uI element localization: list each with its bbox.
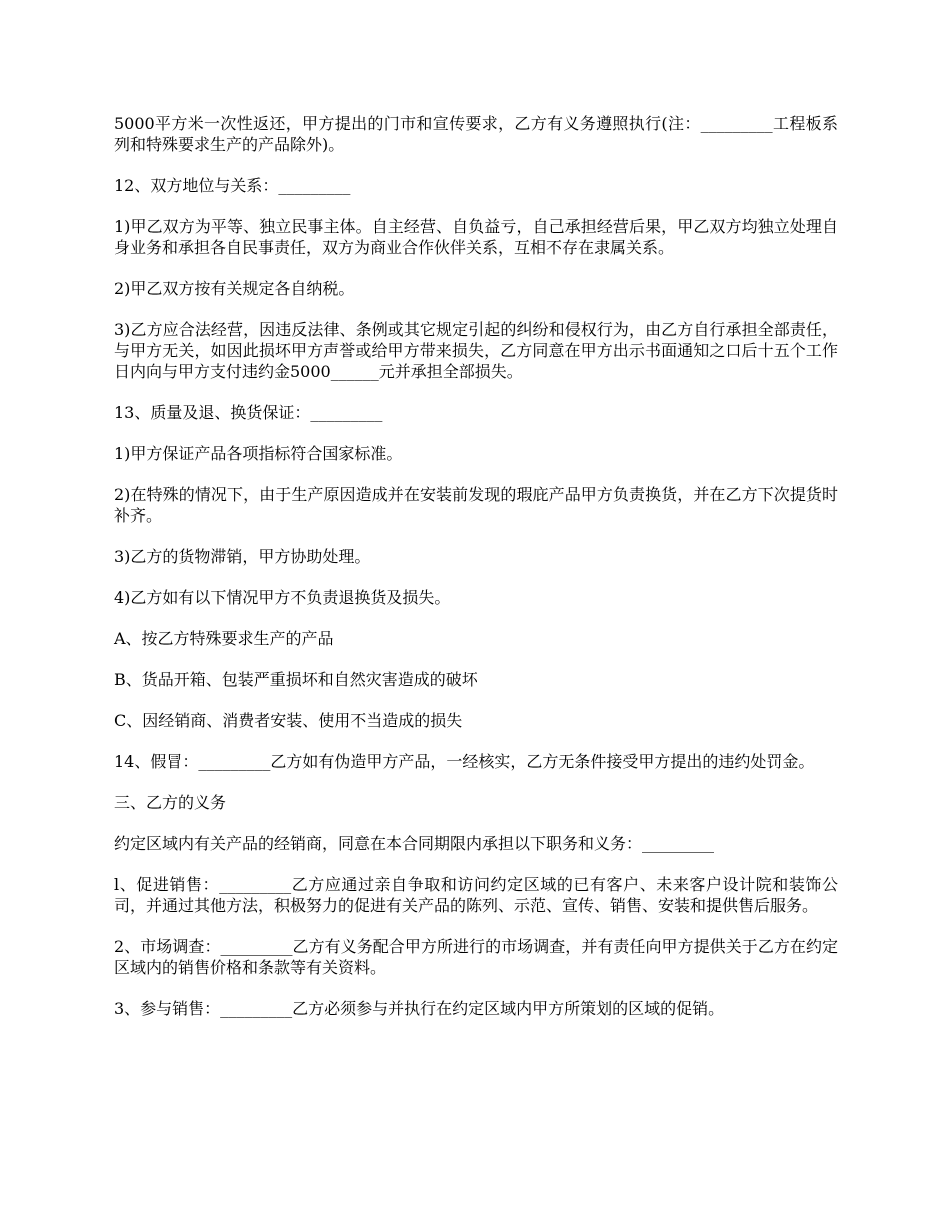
list-item-b: B、货品开箱、包装严重损坏和自然灾害造成的破坏 xyxy=(114,670,478,689)
paragraph-13-3: 3)乙方的货物滞销，甲方协助处理。 xyxy=(114,547,371,566)
paragraph-12-1: 1)甲乙双方为平等、独立民事主体。自主经营、自负益亏，自己承担经营后果，甲乙双方均独立处理自身业务和承担各自民事责任，双方为商业合作伙伴关系，互相不存在隶属关系。 xyxy=(114,217,838,257)
document-page xyxy=(114,113,838,1039)
list-item-a: A、按乙方特殊要求生产的产品 xyxy=(114,629,334,648)
paragraph-obligations-intro: 约定区域内有关产品的经销商，同意在本合同期限内承担以下职务和义务：_________ xyxy=(114,834,715,853)
paragraph-13-4: 4)乙方如有以下情况甲方不负责退换货及损失。 xyxy=(114,588,451,607)
heading-section-14: 14、假冒：_________乙方如有伪造甲方产品，一经核实，乙方无条件接受甲方提出的违约处罚金。 xyxy=(114,752,815,771)
paragraph-return-clause: 5000平方米一次性返还，甲方提出的门市和宣传要求，乙方有义务遵照执行(注：_________工程板系列和特殊要求生产的产品除外)。 xyxy=(114,114,838,154)
heading-section-13: 13、质量及退、换货保证：_________ xyxy=(114,403,383,422)
paragraph-12-2: 2)甲乙双方按有关规定各自纳税。 xyxy=(114,279,355,298)
paragraph-market-research: 2、市场调查：_________乙方有义务配合甲方所进行的市场调查，并有责任向甲方提供关于乙方在约定区域内的销售价格和条款等有关资料。 xyxy=(114,937,838,977)
list-item-c: C、因经销商、消费者安装、使用不当造成的损失 xyxy=(114,711,463,730)
paragraph-participate-sales: 3、参与销售：_________乙方必须参与并执行在约定区域内甲方所策划的区域的促销。 xyxy=(114,999,725,1018)
paragraph-13-1: 1)甲方保证产品各项指标符合国家标准。 xyxy=(114,444,403,463)
paragraph-13-2: 2)在特殊的情况下，由于生产原因造成并在安装前发现的瑕庇产品甲方负责换货，并在乙方下次提货时补齐。 xyxy=(114,485,838,525)
heading-section-12: 12、双方地位与关系：_________ xyxy=(114,176,351,195)
heading-part-3: 三、乙方的义务 xyxy=(114,793,227,812)
paragraph-12-3: 3)乙方应合法经营，因违反法律、条例或其它规定引起的纠纷和侵权行为，由乙方自行承担全部责任，与甲方无关，如因此损坏甲方声誉或给甲方带来损失，乙方同意在甲方出示书面通知之口后十五个工作日内向与甲方支付违约金5000______元并承担全部损失。 xyxy=(114,320,838,381)
paragraph-promote-sales: l、促进销售：_________乙方应通过亲自争取和访问约定区域的已有客户、未来客户设计院和装饰公司，并通过其他方法，积极努力的促进有关产品的陈列、示范、宣传、销售、安装和提供售后服务。 xyxy=(114,875,838,915)
